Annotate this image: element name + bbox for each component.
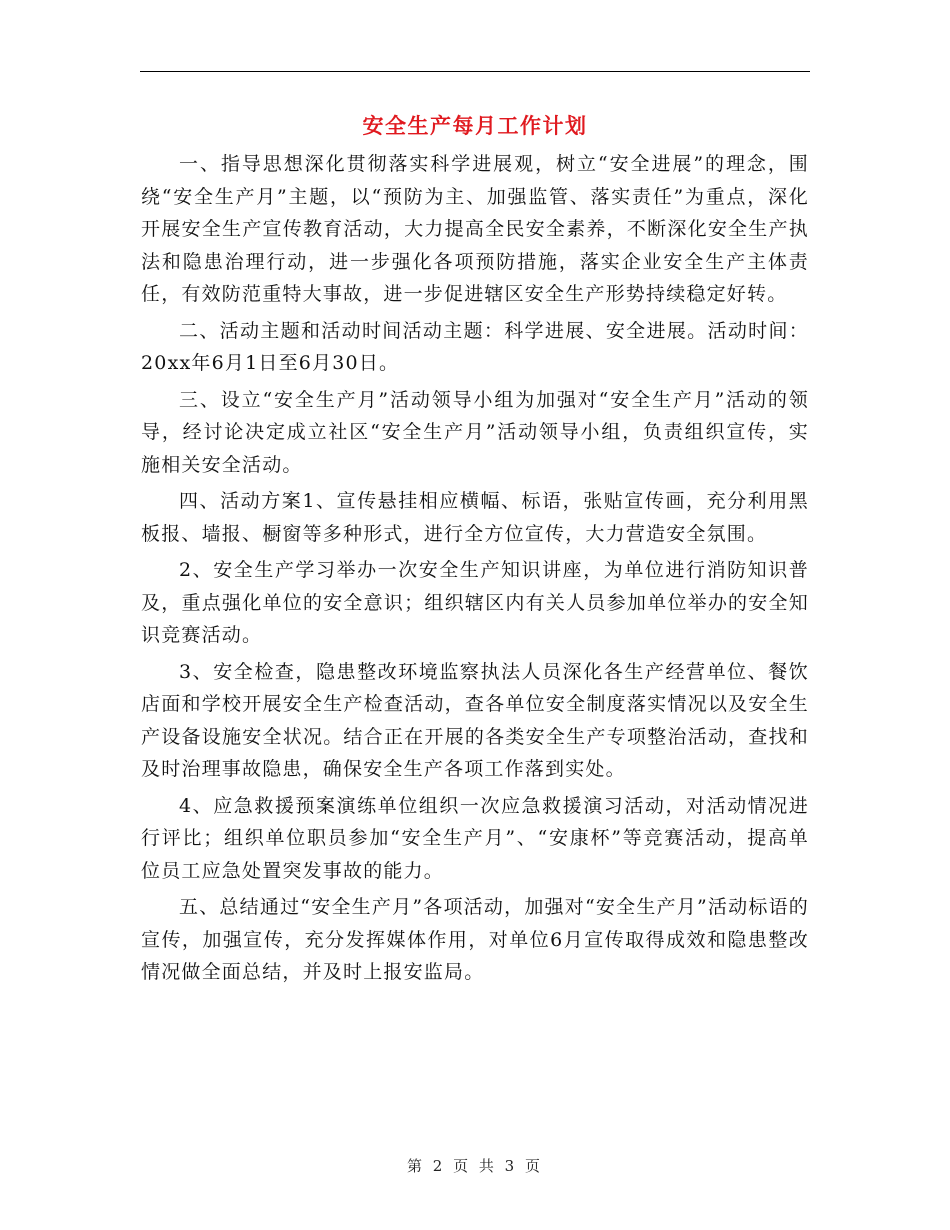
paragraph-theme-and-time: 二、活动主题和活动时间活动主题：科学进展、安全进展。活动时间：20xx年6月1日至6月30日。 <box>141 319 809 374</box>
paragraph-plan-study: 2、安全生产学习举办一次安全生产知识讲座，为单位进行消防知识普及，重点强化单位的安全意识；组织辖区内有关人员参加单位举办的安全知识竞赛活动。 <box>141 559 809 646</box>
paragraph-leading-group: 三、设立“安全生产月”活动领导小组为加强对“安全生产月”活动的领导，经讨论决定成立社区“安全生产月”活动领导小组，负责组织宣传，实施相关安全活动。 <box>141 388 809 476</box>
header-rule <box>140 71 810 72</box>
paragraph-plan-drill: 4、应急救援预案演练单位组织一次应急救援演习活动，对活动情况进行评比；组织单位职员参加“安全生产月”、“安康杯”等竞赛活动，提高单位员工应急处置突发事故的能力。 <box>141 794 809 882</box>
document-body <box>141 148 809 993</box>
paragraph-summary: 五、总结通过“安全生产月”各项活动，加强对“安全生产月”活动标语的宣传，加强宣传，充分发挥媒体作用，对单位6月宣传取得成效和隐患整改情况做全面总结，并及时上报安监局。 <box>141 896 809 983</box>
paragraph-guiding-ideology: 一、指导思想深化贯彻落实科学进展观，树立“安全进展”的理念，围绕“安全生产月”主题，以“预防为主、加强监管、落实责任”为重点，深化开展安全生产宣传教育活动，大力提高全民安全素养，不断深化安全生产执法和隐患治理行动，进一步强化各项预防措施，落实企业安全生产主体责任，有效防范重特大事故，进一步促进辖区安全生产形势持续稳定好转。 <box>141 153 809 305</box>
paragraph-plan-publicity: 四、活动方案1、宣传悬挂相应横幅、标语，张贴宣传画，充分利用黑板报、墙报、橱窗等多种形式，进行全方位宣传，大力营造安全氛围。 <box>141 490 809 545</box>
document-title: 安全生产每月工作计划 <box>362 114 588 138</box>
paragraph-plan-inspection: 3、安全检查，隐患整改环境监察执法人员深化各生产经营单位、餐饮店面和学校开展安全生产检查活动，查各单位安全制度落实情况以及安全生产设备设施安全状况。结合正在开展的各类安全生产专项整治活动，查找和及时治理事故隐患，确保安全生产各项工作落到实处。 <box>141 660 809 780</box>
page-number: 第 2 页 共 3 页 <box>407 1157 543 1175</box>
